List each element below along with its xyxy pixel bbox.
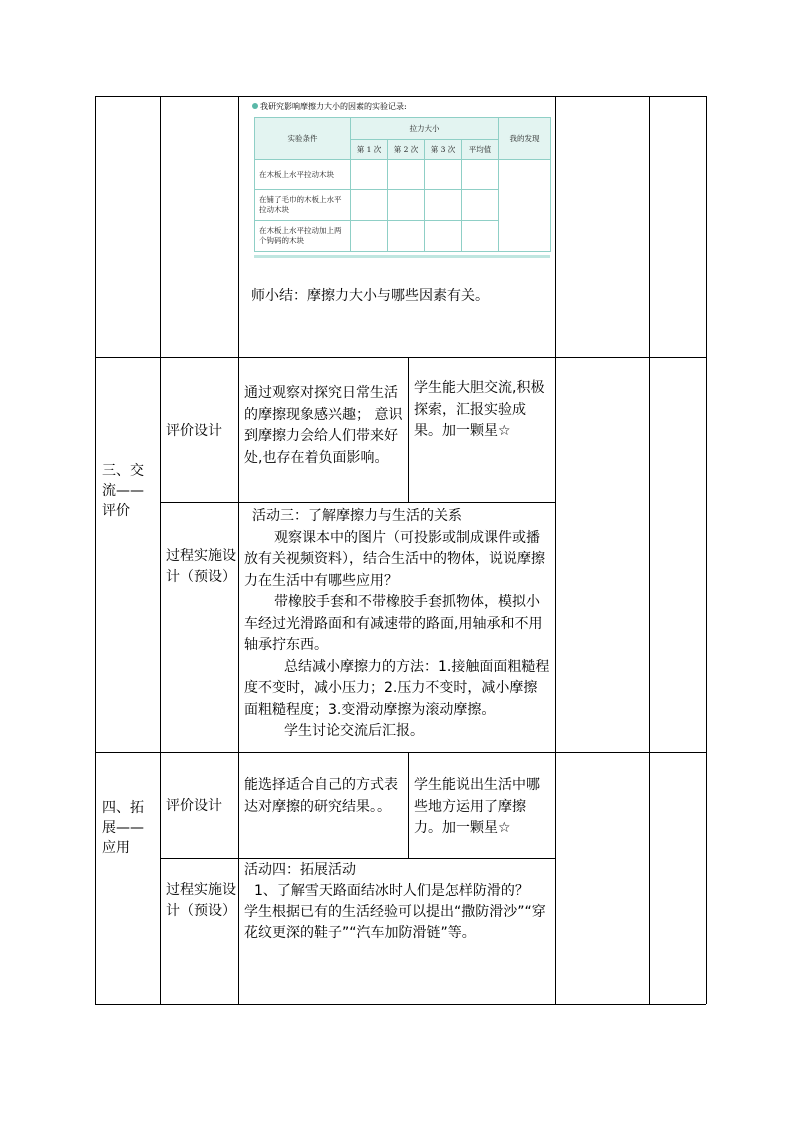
header-average: 平均值 [462, 140, 499, 160]
teacher-summary: 师小结：摩擦力大小与哪些因素有关。 [251, 288, 489, 304]
section-4-process-label: 过程实施设计（预设） [166, 882, 236, 919]
cell-empty [351, 221, 388, 252]
header-trial-1: 第 1 次 [351, 140, 388, 160]
activity-3-title: 活动三：了解摩擦力与生活的关系 [252, 508, 462, 524]
condition-row-2: 在铺了毛巾的木板上水平拉动木块 [255, 190, 351, 221]
cell-empty [388, 190, 425, 221]
activity-4-title: 活动四：拓展活动 [244, 862, 356, 878]
header-trial-2: 第 2 次 [388, 140, 425, 160]
section-3-process-text [244, 506, 550, 743]
cell-finding [499, 160, 551, 252]
header-trial-3: 第 3 次 [425, 140, 462, 160]
section-4-eval-text: 能选择适合自己的方式表达对摩擦的研究结果。。 [244, 777, 398, 815]
cell-empty [462, 160, 499, 190]
cell-empty [388, 221, 425, 252]
header-finding: 我的发现 [499, 118, 551, 160]
section-4-title: 四、拓展——应用 [102, 800, 144, 856]
condition-row-3: 在木板上水平拉动加上两个钩码的木块 [255, 221, 351, 252]
activity-3-para-1: 观察课本中的图片（可投影或制成课件或播放有关视频资料），结合生活中的物体，说说摩擦力在生活中有哪些应用？ [244, 529, 545, 589]
activity-3-para-2: 带橡胶手套和不带橡胶手套抓物体，模拟小车经过光滑路面和有减速带的路面,用轴承和不用轴承拧东西。 [244, 594, 543, 653]
cell-empty [425, 221, 462, 252]
section-4-eval-student: 学生能说出生活中哪些地方运用了摩擦力。加一颗星☆ [414, 777, 540, 836]
condition-row-1: 在木板上水平拉动木块 [255, 160, 351, 190]
section-3-eval-text: 通过观察对探究日常生活的摩擦现象感兴趣； 意识到摩擦力会给人们带来好处,也存在着负面影响。 [244, 385, 403, 466]
figure-bottom-bar [254, 255, 550, 258]
bullet-dot-icon [252, 103, 258, 109]
activity-4-answer: 学生根据已有的生活经验可以提出“撒防滑沙”“穿花纹更深的鞋子”“汽车加防滑链”等。 [244, 904, 546, 941]
section-4-process-text [244, 860, 552, 944]
activity-4-question: 1、了解雪天路面结冰时人们是怎样防滑的？ [254, 883, 529, 899]
figure-caption [252, 101, 407, 113]
cell-empty [425, 160, 462, 190]
section-3-eval-student: 学生能大胆交流,积极探索，汇报实验成果。加一颗星☆ [414, 380, 545, 439]
cell-empty [462, 221, 499, 252]
cell-empty [388, 160, 425, 190]
section-3-process-label: 过程实施设计（预设） [166, 548, 236, 585]
cell-empty [351, 160, 388, 190]
cell-empty [462, 190, 499, 221]
header-pull-force: 拉力大小 [351, 118, 499, 140]
section-4-eval-label: 评价设计 [166, 798, 222, 814]
activity-3-para-4: 学生讨论交流后汇报。 [284, 723, 424, 739]
activity-3-para-3: 总结减小摩擦力的方法：1.接触面面粗糙程度不变时，减小压力；2.压力不变时，减小摩擦面粗糙程度；3.变滑动摩擦为滚动摩擦。 [244, 658, 550, 718]
record-table [254, 117, 551, 252]
section-3-eval-label: 评价设计 [166, 423, 222, 439]
section-3-title: 三、交流——评价 [102, 463, 144, 519]
figure-caption-text: 我研究影响摩擦力大小的因素的实验记录: [260, 102, 407, 111]
experiment-record-figure [250, 100, 554, 260]
cell-empty [351, 190, 388, 221]
header-condition: 实验条件 [255, 118, 351, 160]
cell-empty [425, 190, 462, 221]
